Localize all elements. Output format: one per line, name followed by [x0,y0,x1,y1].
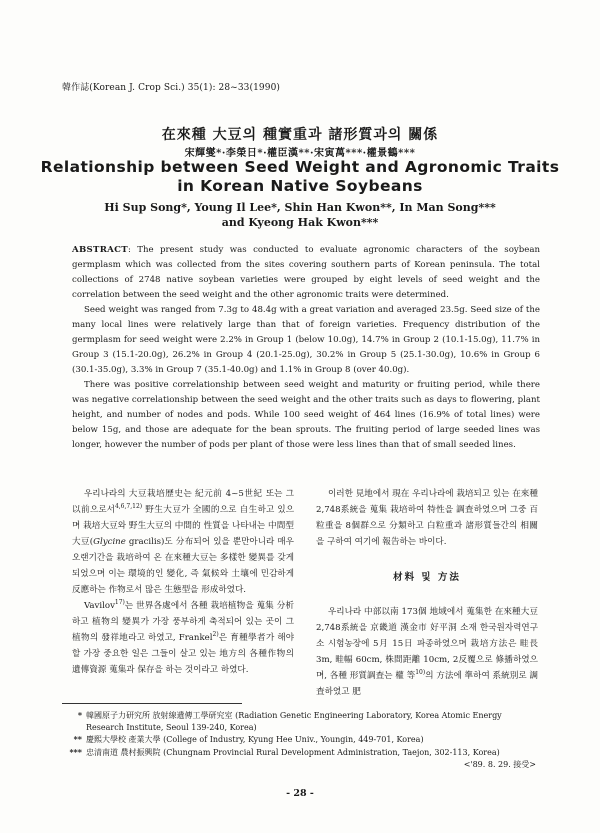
footnote-divider [62,703,242,704]
footnote-1: * 韓國原子力研究所 放射線遺傳工學研究室 (Radiation Genetic Engineering Laboratory, Korea Atomic Energy Research Institute, Seoul 139-240, Korea) [77,710,502,732]
journal-header: 韓作誌(Korean J. Crop Sci.) 35(1): 28~33(1990) [62,83,281,93]
intro-paragraph-3: 이러한 見地에서 現在 우리나라에 栽培되고 있는 在來種 2,748系統을 蒐集 栽培하여 特性을 調査하였으며 그중 百粒重을 8個群으로 分類하고 白粒重과 諸形質들간의 相關을 구하여 여기에 報告하는 바이다. [316,489,538,547]
abstract [72,243,540,453]
right-column [316,486,538,700]
abstract-paragraph-1: ABSTRACT: The present study was conducted to evaluate agronomic characters of the soybean germplasm which was collected from the sites covering southern parts of Korean peninsula. The total collections of 2748 native soybean varieties were grouped by eight levels of seed weight and the correlation between the seed weight and the other agronomic traits were determined. [72,245,540,300]
received-date: <'89. 8. 29. 接受> [463,760,536,769]
page-number: - 28 - [286,788,314,799]
english-title [0,158,600,196]
intro-paragraph-2: Vavilov$^{17)}$는 世界各處에서 各種 栽培植物을 蒐集 分析하고 植物의 變異가 가장 풍부하게 축적되어 있는 곳이 그 植物의 發祥地라고 하였고, Frankel$^{2)}$은 育種學者가 해야할 가장 중요한 일은 그들이 살고 있는 地方의 各種作物의 遺傳資源 蒐集과 保存을 하는 것이라고 하였다. [72,599,295,675]
abstract-paragraph-3: There was positive correlationship between seed weight and maturity or fruiting period, while there was negative correlationship between the seed weight and the other traits such as days to flowering, plant height, and number of nodes and pods. While 100 seed weight of 464 lines (16.9% of total lines) were below 15g, and those are adequate for the bean sprouts. The fruiting period of large seeded lines was longer, however the number of pods per plant of those were less lines than that of small seeded lines. [72,380,540,450]
english-title-line-2: in Korean Native Soybeans [177,177,423,195]
left-column [72,486,294,678]
english-title-line-1: Relationship between Seed Weight and Agronomic Traits [40,158,560,176]
footnote-3: *** 忠清南道 農村振興院 (Chungnam Provincial Rural Development Administration, Taejon, 302-113, Korea) [69,746,500,757]
english-authors-line-2: and Kyeong Hak Kwon*** [221,216,379,229]
abstract-paragraph-2: Seed weight was ranged from 7.3g to 48.4g with a great variation and averaged 23.5g. Seed size of the many local lines were relatively large than that of foreign varieties. Frequency distribution of the germplasm for seed weight were 2.2% in Group 1 (below 10.0g), 14.7% in Group 2 (10.1-15.0g), 11.7% in Group 3 (15.1-20.0g), 26.2% in Group 4 (20.1-25.0g), 30.2% in Group 5 (25.1-30.0g), 10.6% in Group 6 (30.1-35.0g), 3.3% in Group 7 (35.1-40.0g) and 1.1% in Group 8 (over 40.0g). [72,305,540,375]
footnotes [62,710,542,771]
korean-title: 在來種 大豆의 種實重과 諸形質과의 關係 [161,127,439,143]
abstract-label: ABSTRACT [72,245,128,255]
english-authors-line-1: Hi Sup Song*, Young Il Lee*, Shin Han Kwon**, In Man Song*** [104,201,496,214]
footnote-2: ** 慶熙大學校 產業大學 (College of Industry, Kyung Hee Univ., Youngin, 449-701, Korea) [73,734,424,744]
methods-paragraph-1: 우리나라 中部以南 173個 地域에서 蒐集한 在來種大豆 2,748系統을 京畿道 漢金市 好平洞 소재 한국원자력연구소 시험농장에 5月 15日 파종하였으며 栽培方法은 畦長 3m, 畦幅 60cm, 株間距離 10cm, 2反覆으로 條播하였으며, 各種 形質調査는 權 等$^{10)}$의 方法에 準하여 系統別로 調査하였고 肥 [316,607,538,697]
methods-heading: 材料 및 方法 [393,572,461,583]
intro-paragraph-1: 우리나라의 大豆栽培歷史는 紀元前 4~5世紀 또는 그 以前으로서$^{4,6,7,12)}$ 野生大豆가 全國的으로 自生하고 있으며 栽培大豆와 野生大豆의 中間的 性質을 나타내는 中間型大豆(Glycine gracilis)도 分布되어 있을 뿐만아니라 매우 오랜기간을 栽培하여 온 在來種大豆는 多樣한 變異를 갖게 되었으며 이는 環境的인 變化, 즉 氣候와 土壤에 민감하게 反應하는 作物로서 많은 生態型을 形成하였다. [72,489,295,595]
korean-authors: 宋輝燮*·李榮日*·權臣漢**·宋寅萬***·權景鶴*** [184,148,416,159]
english-authors [0,200,600,230]
